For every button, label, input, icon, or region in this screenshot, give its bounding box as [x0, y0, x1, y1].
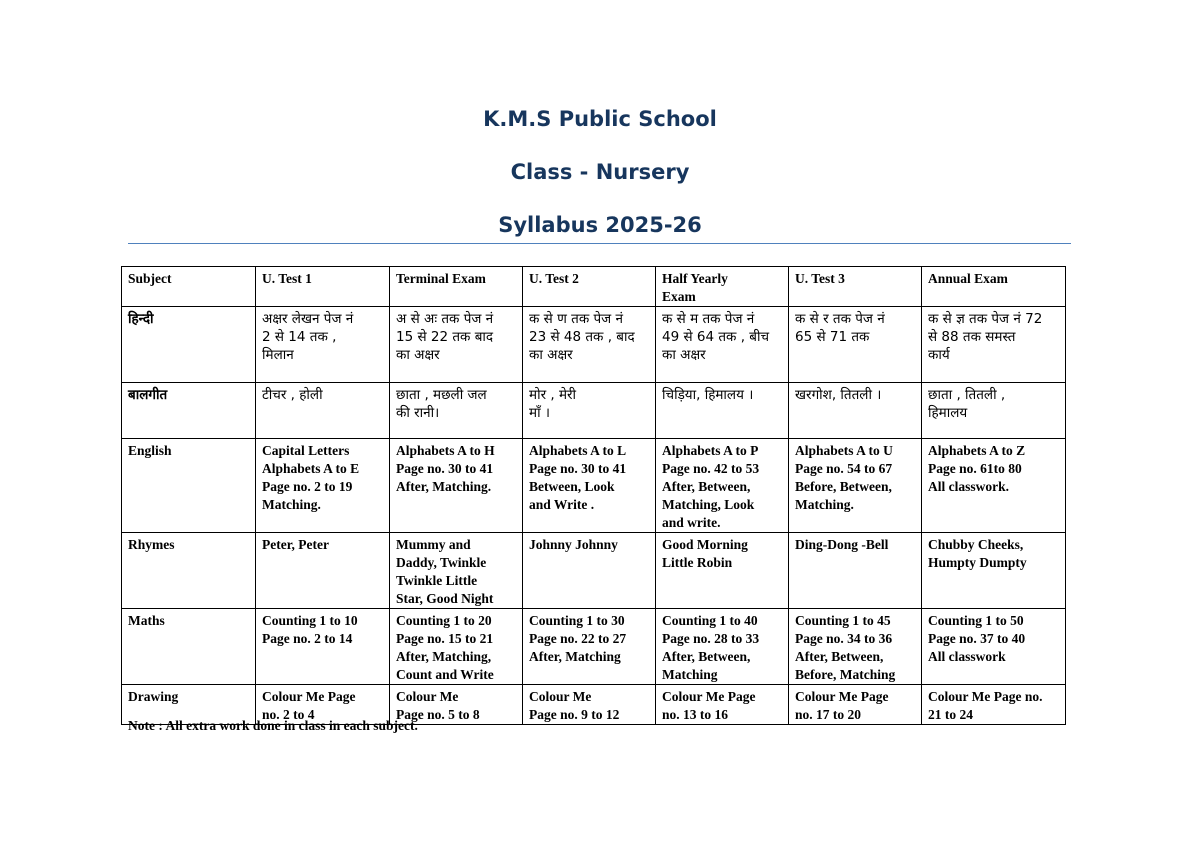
- table-cell: खरगोश, तितली ।: [789, 383, 922, 439]
- table-cell: टीचर , होली: [256, 383, 390, 439]
- table-cell: Colour Me Page no. 13 to 16: [656, 685, 789, 725]
- table-cell: Capital Letters Alphabets A to E Page no. 2 to 19 Matching.: [256, 439, 390, 533]
- table-cell: Chubby Cheeks, Humpty Dumpty: [922, 533, 1066, 609]
- table-cell: Alphabets A to Z Page no. 61to 80 All classwork.: [922, 439, 1066, 533]
- table-cell: Alphabets A to P Page no. 42 to 53 After, Between, Matching, Look and write.: [656, 439, 789, 533]
- table-cell: अक्षर लेखन पेज नं 2 से 14 तक , मिलान: [256, 307, 390, 383]
- title-divider: [128, 243, 1071, 244]
- column-header: Half Yearly Exam: [656, 267, 789, 307]
- table-header-row: [122, 267, 1066, 307]
- subject-cell: हिन्दी: [122, 307, 256, 383]
- subject-cell: Rhymes: [122, 533, 256, 609]
- subject-cell: Drawing: [122, 685, 256, 725]
- subject-cell: बालगीत: [122, 383, 256, 439]
- table-cell: क से ण तक पेज नं 23 से 48 तक , बाद का अक्षर: [523, 307, 656, 383]
- table-cell: Counting 1 to 45 Page no. 34 to 36 After, Between, Before, Matching: [789, 609, 922, 685]
- table-row: [122, 533, 1066, 609]
- table-row: [122, 383, 1066, 439]
- table-cell: Colour Me Page no. 5 to 8: [390, 685, 523, 725]
- table-cell: अ से अः तक पेज नं 15 से 22 तक बाद का अक्षर: [390, 307, 523, 383]
- table-cell: Colour Me Page no. 9 to 12: [523, 685, 656, 725]
- table-cell: छाता , तितली , हिमालय: [922, 383, 1066, 439]
- class-label: Class - Nursery: [510, 160, 690, 184]
- table-cell: Counting 1 to 20 Page no. 15 to 21 After, Matching, Count and Write: [390, 609, 523, 685]
- subject-cell: English: [122, 439, 256, 533]
- column-header: U. Test 1: [256, 267, 390, 307]
- table-row: [122, 609, 1066, 685]
- column-header: U. Test 2: [523, 267, 656, 307]
- school-name: K.M.S Public School: [483, 107, 717, 131]
- table-cell: मोर , मेरी माँ ।: [523, 383, 656, 439]
- table-cell: Peter, Peter: [256, 533, 390, 609]
- table-cell: Colour Me Page no. 17 to 20: [789, 685, 922, 725]
- column-header: U. Test 3: [789, 267, 922, 307]
- column-header: Subject: [122, 267, 256, 307]
- table-row: [122, 307, 1066, 383]
- table-cell: क से र तक पेज नं 65 से 71 तक: [789, 307, 922, 383]
- subject-cell: Maths: [122, 609, 256, 685]
- table-row: [122, 439, 1066, 533]
- table-cell: Colour Me Page no. 21 to 24: [922, 685, 1066, 725]
- table-cell: Alphabets A to L Page no. 30 to 41 Between, Look and Write .: [523, 439, 656, 533]
- table-cell: क से ज्ञ तक पेज नं 72 से 88 तक समस्त कार्य: [922, 307, 1066, 383]
- table-cell: Alphabets A to U Page no. 54 to 67 Before, Between, Matching.: [789, 439, 922, 533]
- column-header: Annual Exam: [922, 267, 1066, 307]
- column-header: Terminal Exam: [390, 267, 523, 307]
- table-cell: Alphabets A to H Page no. 30 to 41 After, Matching.: [390, 439, 523, 533]
- table-cell: Counting 1 to 40 Page no. 28 to 33 After, Between, Matching: [656, 609, 789, 685]
- table-cell: Counting 1 to 10 Page no. 2 to 14: [256, 609, 390, 685]
- table-cell: Mummy and Daddy, Twinkle Twinkle Little Star, Good Night: [390, 533, 523, 609]
- syllabus-table: [121, 266, 1066, 725]
- table-cell: Counting 1 to 50 Page no. 37 to 40 All classwork: [922, 609, 1066, 685]
- table-cell: क से म तक पेज नं 49 से 64 तक , बीच का अक्षर: [656, 307, 789, 383]
- table-cell: Ding-Dong -Bell: [789, 533, 922, 609]
- syllabus-title: Syllabus 2025-26: [498, 213, 702, 237]
- table-cell: चिड़िया, हिमालय ।: [656, 383, 789, 439]
- footnote: Note : All extra work done in class in each subject.: [128, 718, 418, 733]
- table-cell: Counting 1 to 30 Page no. 22 to 27 After, Matching: [523, 609, 656, 685]
- table-cell: Johnny Johnny: [523, 533, 656, 609]
- table-cell: Colour Me Page no. 2 to 4: [256, 685, 390, 725]
- table-cell: Good Morning Little Robin: [656, 533, 789, 609]
- table-cell: छाता , मछली जल की रानी।: [390, 383, 523, 439]
